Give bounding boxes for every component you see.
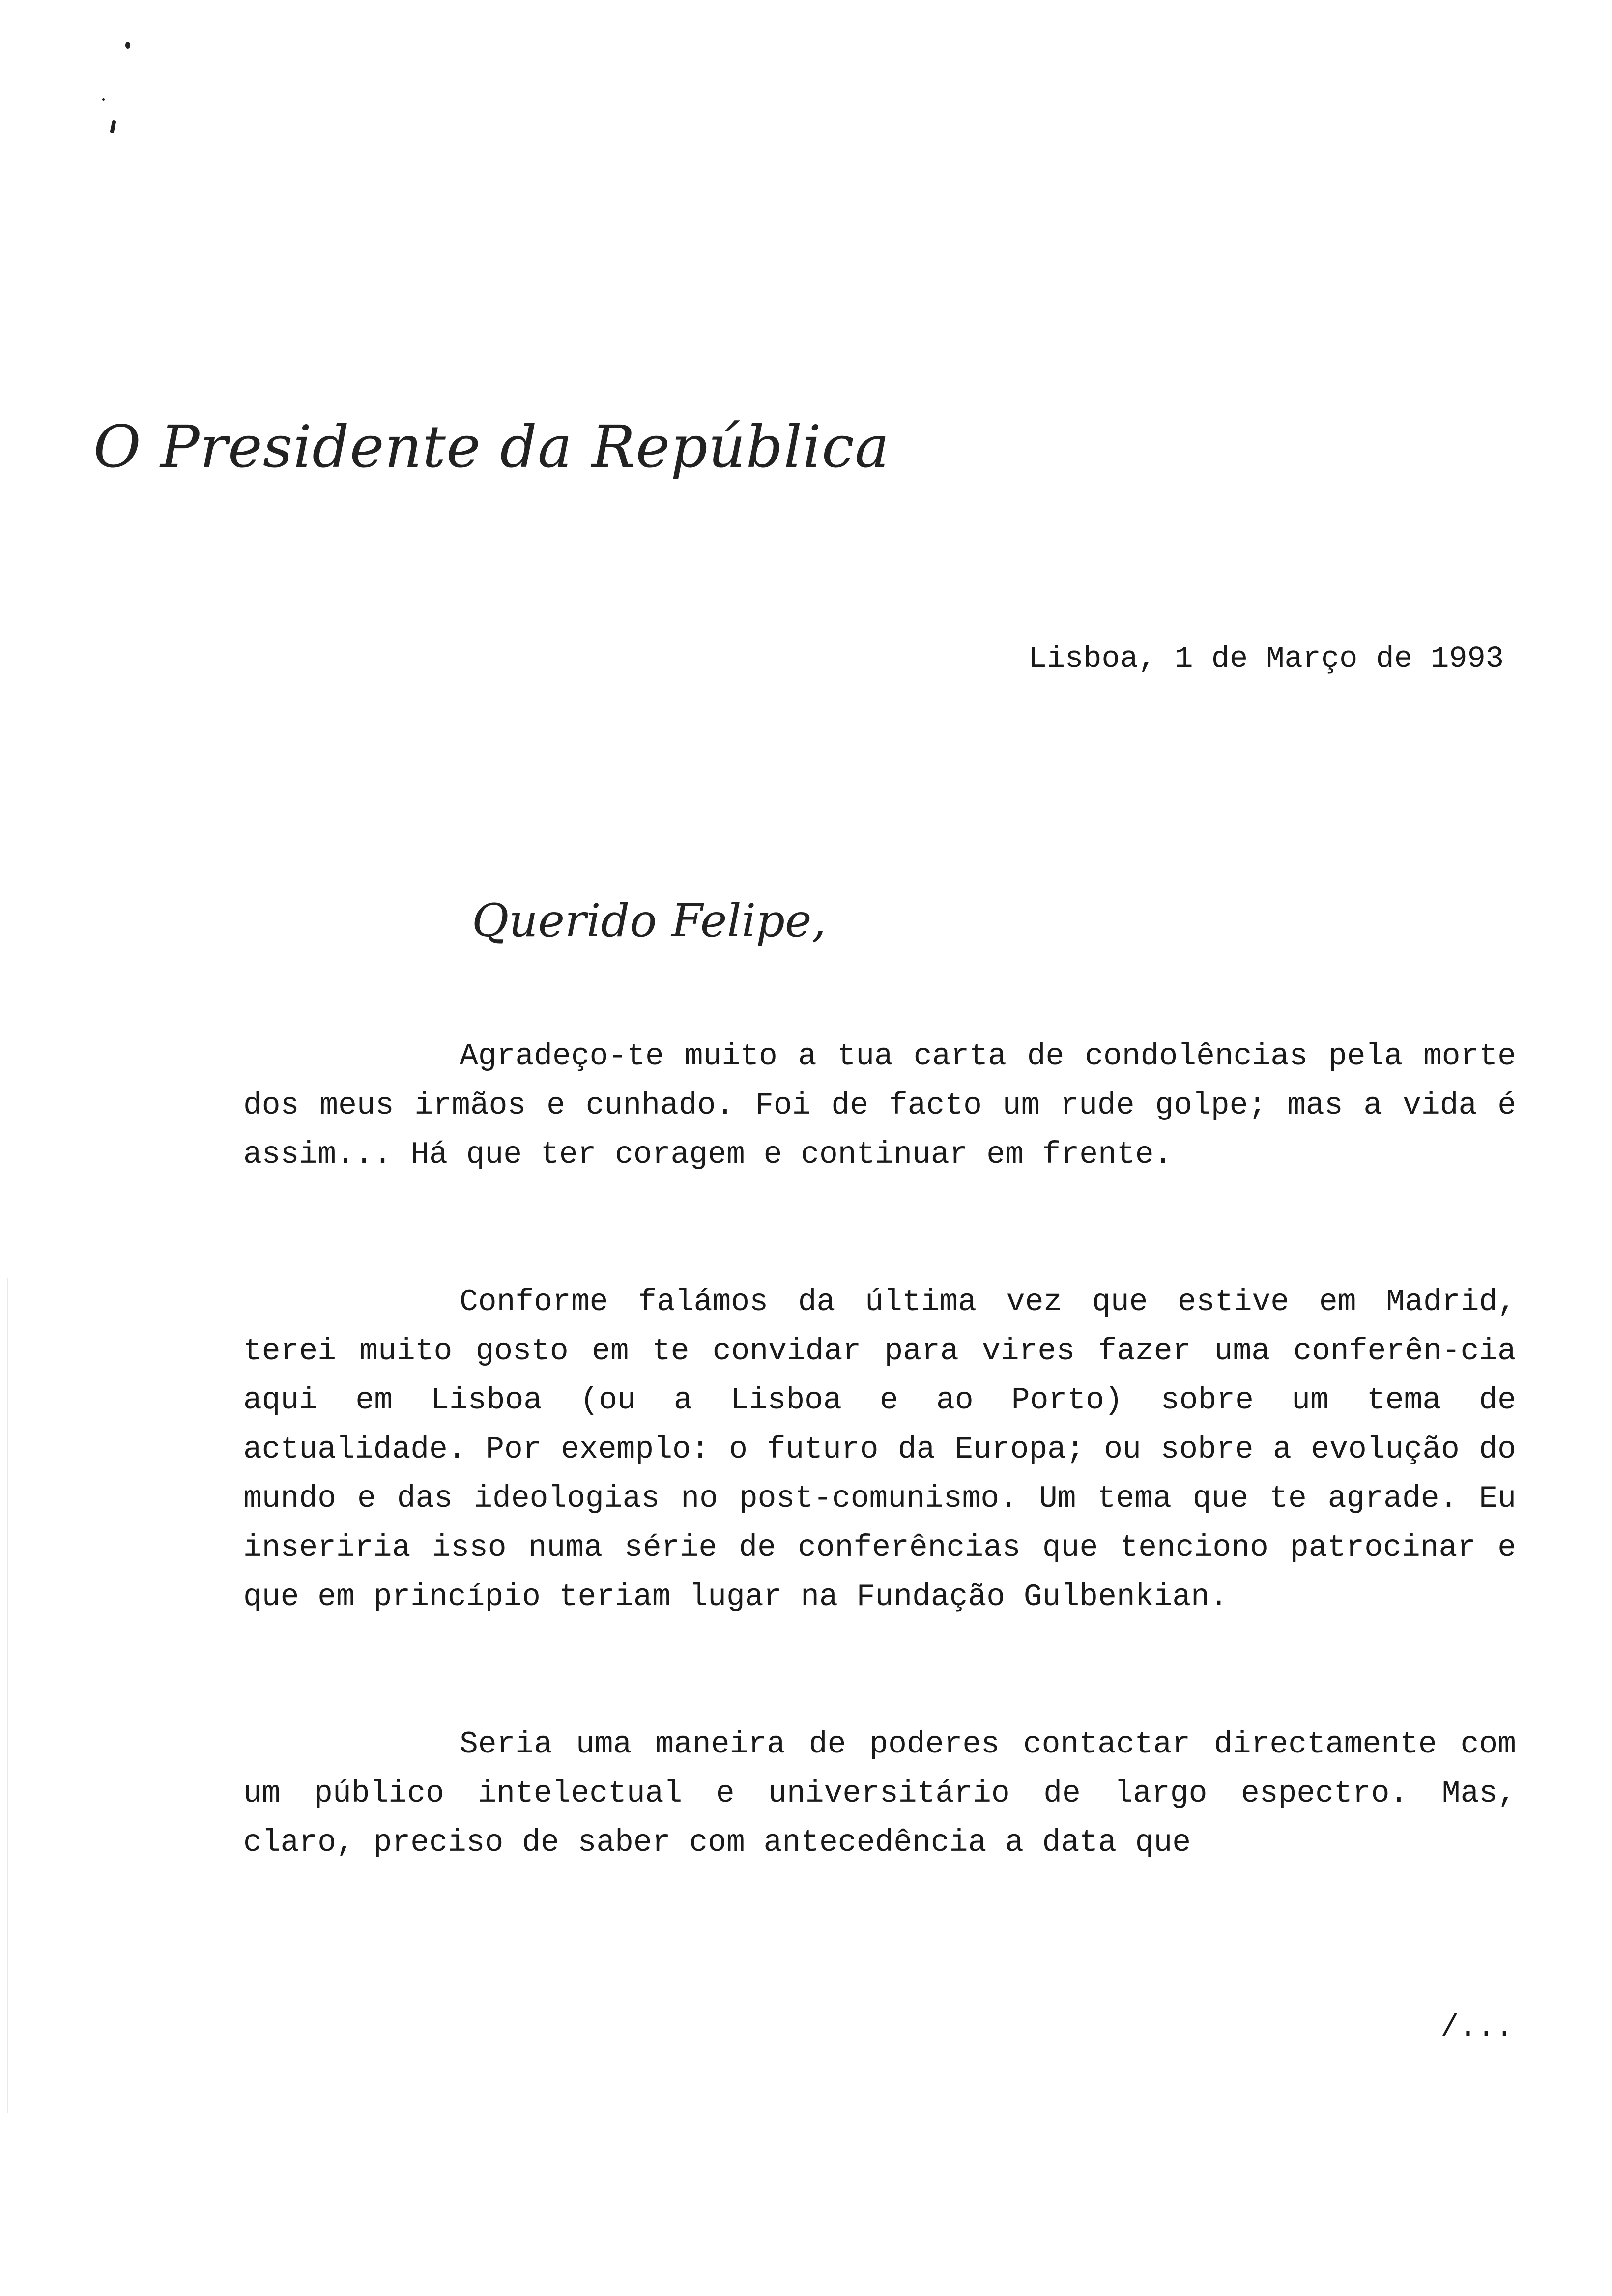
letterhead-title: O Presidente da República — [93, 413, 890, 481]
scan-edge-mark — [7, 1278, 8, 2113]
handwritten-salutation: Querido Felipe, — [472, 894, 826, 947]
ink-speck — [102, 98, 105, 101]
ink-speck — [110, 120, 116, 133]
body-paragraph-1: Agradeço-te muito a tua carta de condolências pela morte dos meus irmãos e cunhado. Foi de facto um rude golpe; mas a vida é assim... Há que ter coragem e continuar em frente. — [243, 1039, 1516, 1172]
body-paragraph-3: Seria uma maneira de poderes contactar directamente com um público intelectual e universitário de largo espectro. Mas, claro, preciso de saber com antecedência a data que — [243, 1727, 1516, 1860]
body-paragraph-2: Conforme falámos da última vez que estive em Madrid, terei muito gosto em te convidar para vires fazer uma conferên-cia aqui em Lisboa (ou a Lisboa e ao Porto) sobre um tema de actualidade. Por exemplo: o futuro da Europa; ou sobre a evolução do mundo e das ideologias no post-comunismo. Um tema que te agrade. Eu inseriria isso numa série de conferências que tenciono patrocinar e que em princípio teriam lugar na Fundação Gulbenkian. — [243, 1285, 1516, 1614]
continuation-mark: /... — [1440, 2010, 1514, 2045]
ink-speck — [125, 42, 130, 49]
letter-date: Lisboa, 1 de Março de 1993 — [1028, 641, 1504, 676]
